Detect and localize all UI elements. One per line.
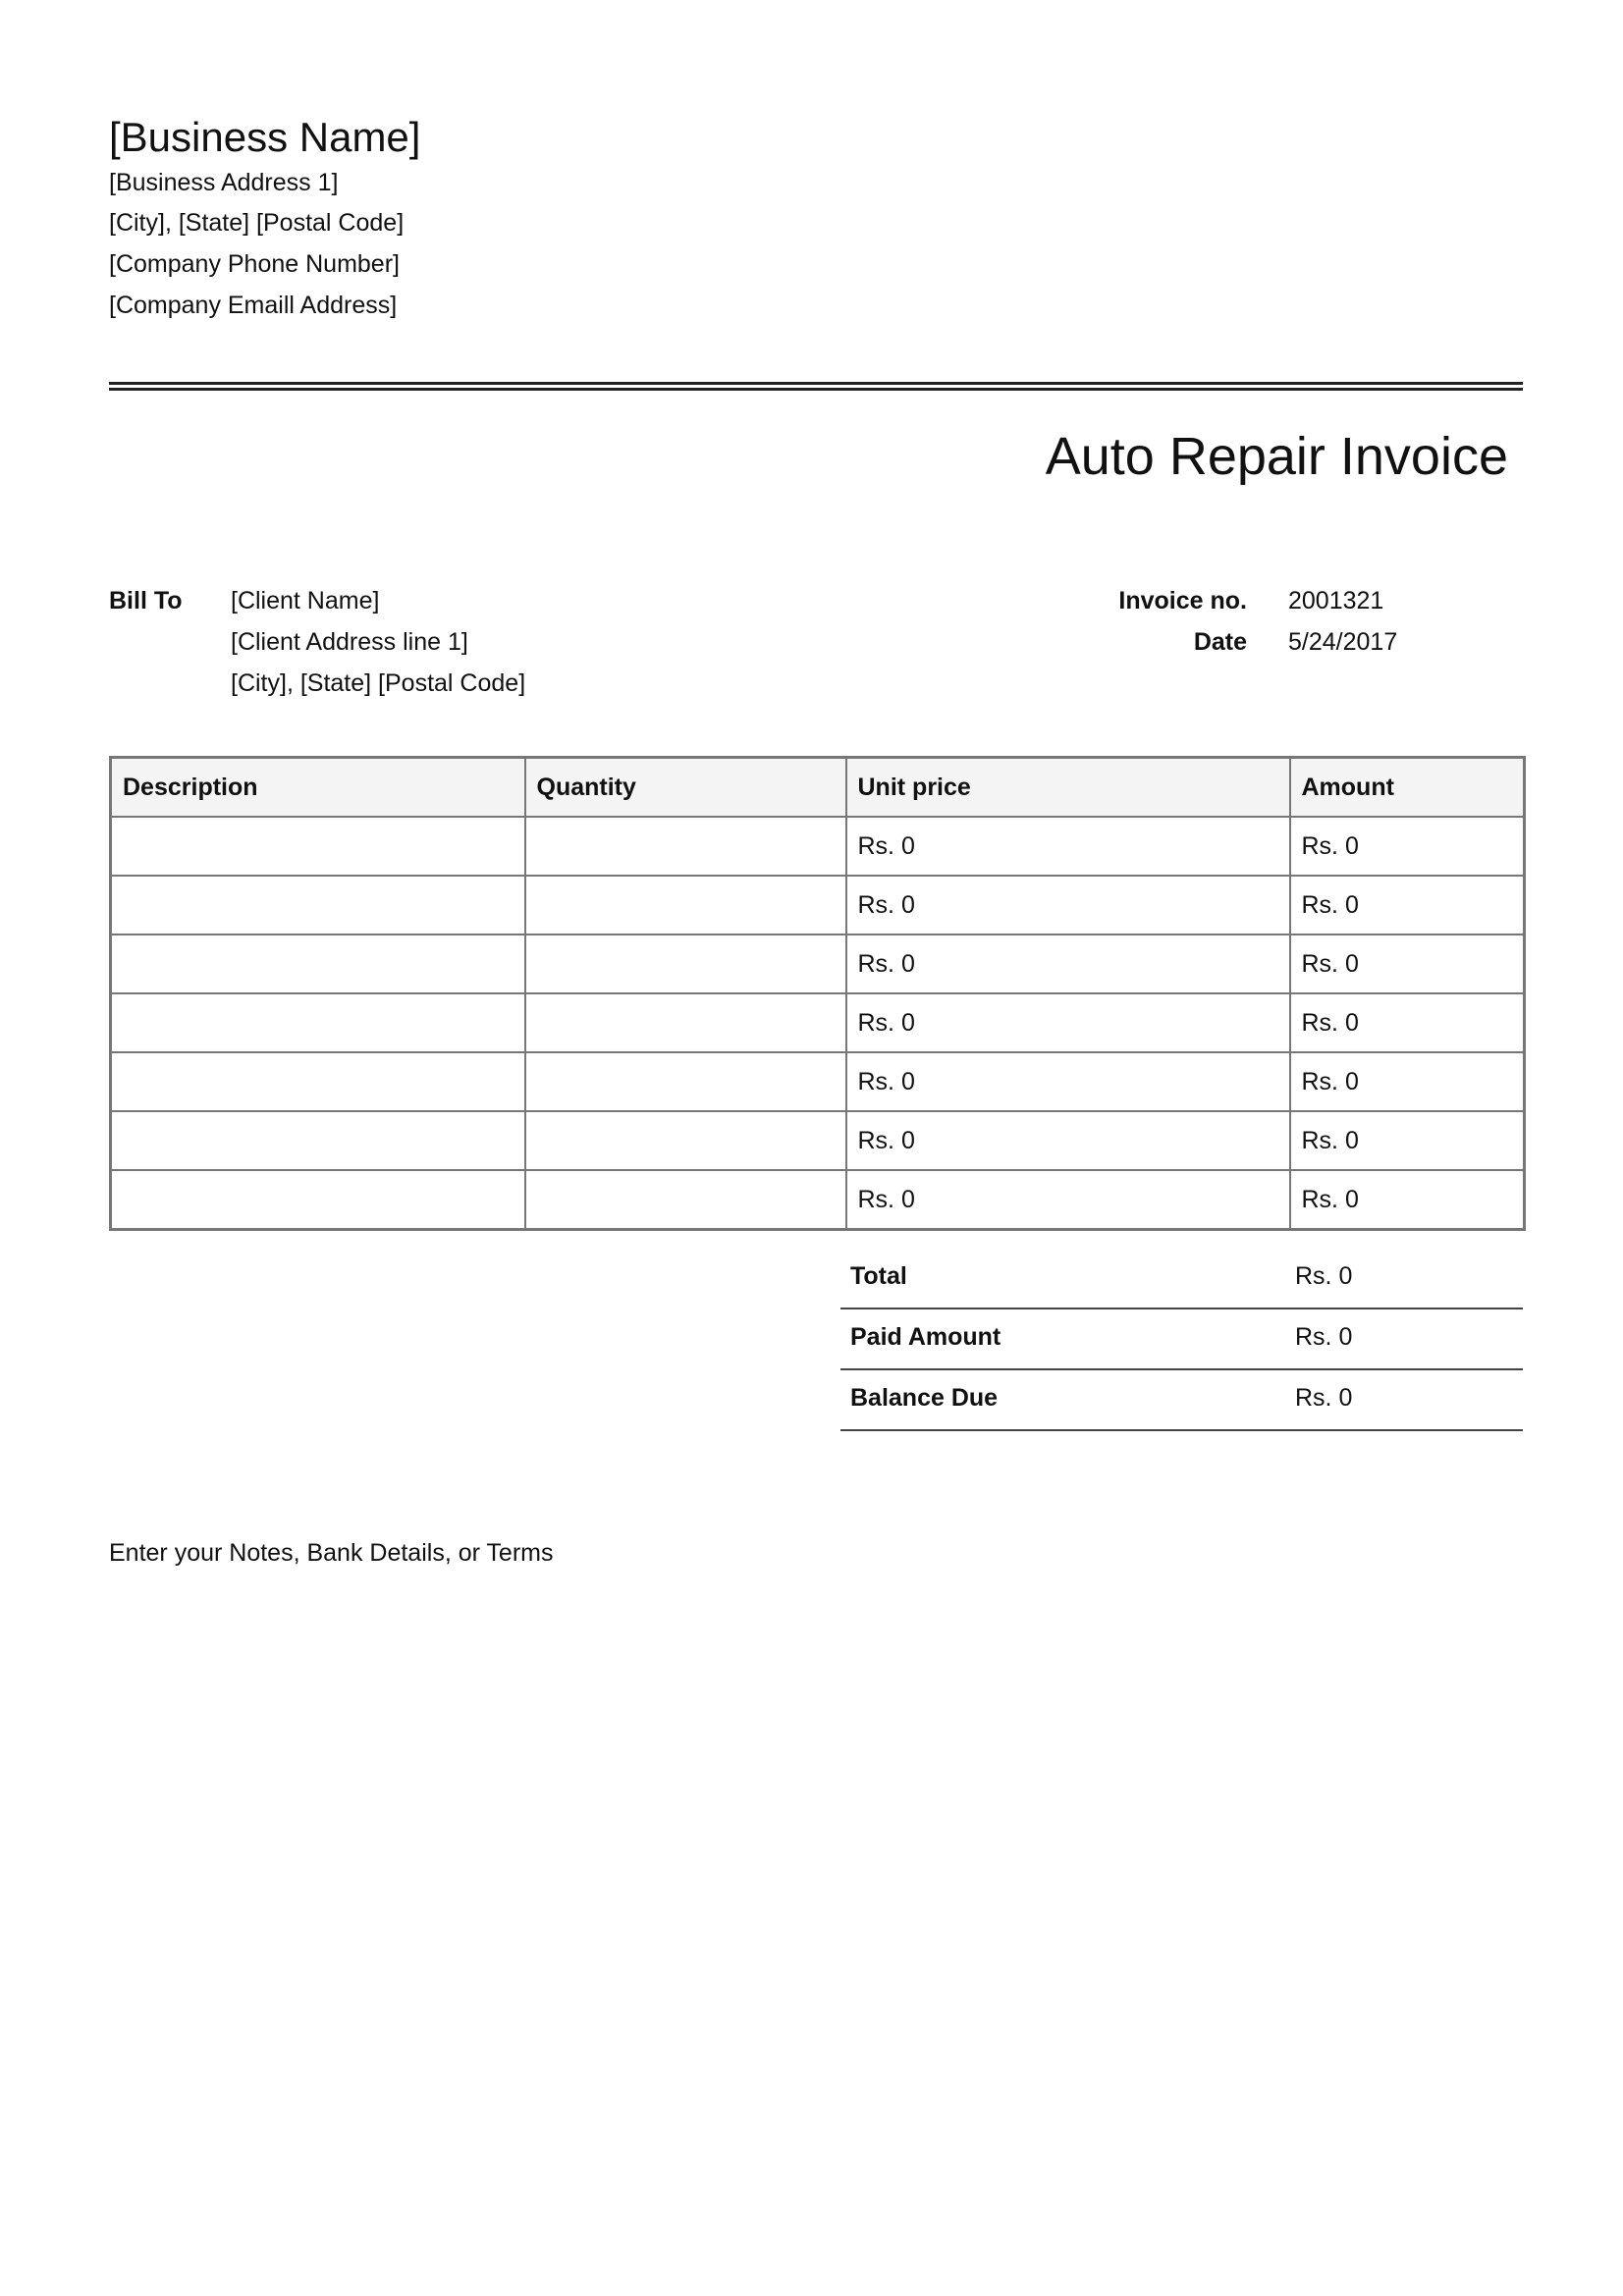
invoice-number-label: Invoice no. xyxy=(1118,587,1247,614)
cell-description[interactable] xyxy=(111,1052,525,1111)
table-row xyxy=(111,1111,1525,1170)
bill-to-label: Bill To xyxy=(109,587,183,614)
cell-description[interactable] xyxy=(111,1111,525,1170)
business-address: [Business Address 1] xyxy=(109,169,339,196)
cell-quantity[interactable] xyxy=(525,817,846,876)
table-row xyxy=(111,934,1525,993)
line-items-table xyxy=(109,756,1526,1231)
cell-unit-price[interactable]: Rs. 0 xyxy=(846,1052,1290,1111)
table-row xyxy=(111,1170,1525,1230)
cell-amount: Rs. 0 xyxy=(1290,1170,1525,1230)
invoice-date-label: Date xyxy=(1193,628,1247,656)
cell-amount: Rs. 0 xyxy=(1290,934,1525,993)
cell-description[interactable] xyxy=(111,817,525,876)
table-row xyxy=(111,993,1525,1052)
cell-unit-price[interactable]: Rs. 0 xyxy=(846,817,1290,876)
table-row xyxy=(111,876,1525,934)
client-city-line: [City], [State] [Postal Code] xyxy=(231,669,526,697)
balance-due-label: Balance Due xyxy=(850,1384,999,1412)
cell-quantity[interactable] xyxy=(525,993,846,1052)
cell-description[interactable] xyxy=(111,993,525,1052)
cell-quantity[interactable] xyxy=(525,1052,846,1111)
table-row xyxy=(111,817,1525,876)
cell-description[interactable] xyxy=(111,934,525,993)
cell-description[interactable] xyxy=(111,1170,525,1230)
paid-amount-value[interactable]: Rs. 0 xyxy=(1295,1323,1353,1351)
balance-due-row xyxy=(840,1370,1523,1431)
invoice-date: 5/24/2017 xyxy=(1288,628,1398,656)
cell-unit-price[interactable]: Rs. 0 xyxy=(846,1111,1290,1170)
invoice-title: Auto Repair Invoice xyxy=(1045,427,1508,486)
cell-unit-price[interactable]: Rs. 0 xyxy=(846,934,1290,993)
paid-amount-row xyxy=(840,1309,1523,1370)
cell-amount: Rs. 0 xyxy=(1290,817,1525,876)
header-unit-price: Unit price xyxy=(846,758,1290,818)
header-divider-top xyxy=(109,382,1523,385)
cell-quantity[interactable] xyxy=(525,1170,846,1230)
cell-quantity[interactable] xyxy=(525,1111,846,1170)
business-name: [Business Name] xyxy=(109,114,421,160)
balance-due-value: Rs. 0 xyxy=(1295,1384,1353,1412)
business-email: [Company Emaill Address] xyxy=(109,292,398,319)
header-quantity: Quantity xyxy=(525,758,846,818)
total-row xyxy=(840,1249,1523,1309)
total-value: Rs. 0 xyxy=(1295,1262,1353,1290)
cell-unit-price[interactable]: Rs. 0 xyxy=(846,876,1290,934)
paid-amount-label: Paid Amount xyxy=(850,1323,1001,1351)
header-description: Description xyxy=(111,758,525,818)
cell-amount: Rs. 0 xyxy=(1290,993,1525,1052)
notes-text[interactable]: Enter your Notes, Bank Details, or Terms xyxy=(109,1539,554,1567)
cell-unit-price[interactable]: Rs. 0 xyxy=(846,1170,1290,1230)
header-amount: Amount xyxy=(1290,758,1525,818)
client-name: [Client Name] xyxy=(231,587,380,614)
total-label: Total xyxy=(850,1262,907,1290)
client-address: [Client Address line 1] xyxy=(231,628,468,656)
business-city-line: [City], [State] [Postal Code] xyxy=(109,209,405,237)
cell-quantity[interactable] xyxy=(525,876,846,934)
invoice-number: 2001321 xyxy=(1288,587,1384,614)
table-header-row xyxy=(111,758,1525,818)
cell-amount: Rs. 0 xyxy=(1290,1111,1525,1170)
cell-quantity[interactable] xyxy=(525,934,846,993)
cell-amount: Rs. 0 xyxy=(1290,876,1525,934)
cell-amount: Rs. 0 xyxy=(1290,1052,1525,1111)
table-row xyxy=(111,1052,1525,1111)
cell-description[interactable] xyxy=(111,876,525,934)
cell-unit-price[interactable]: Rs. 0 xyxy=(846,993,1290,1052)
business-phone: [Company Phone Number] xyxy=(109,250,400,278)
header-divider-bottom xyxy=(109,388,1523,391)
